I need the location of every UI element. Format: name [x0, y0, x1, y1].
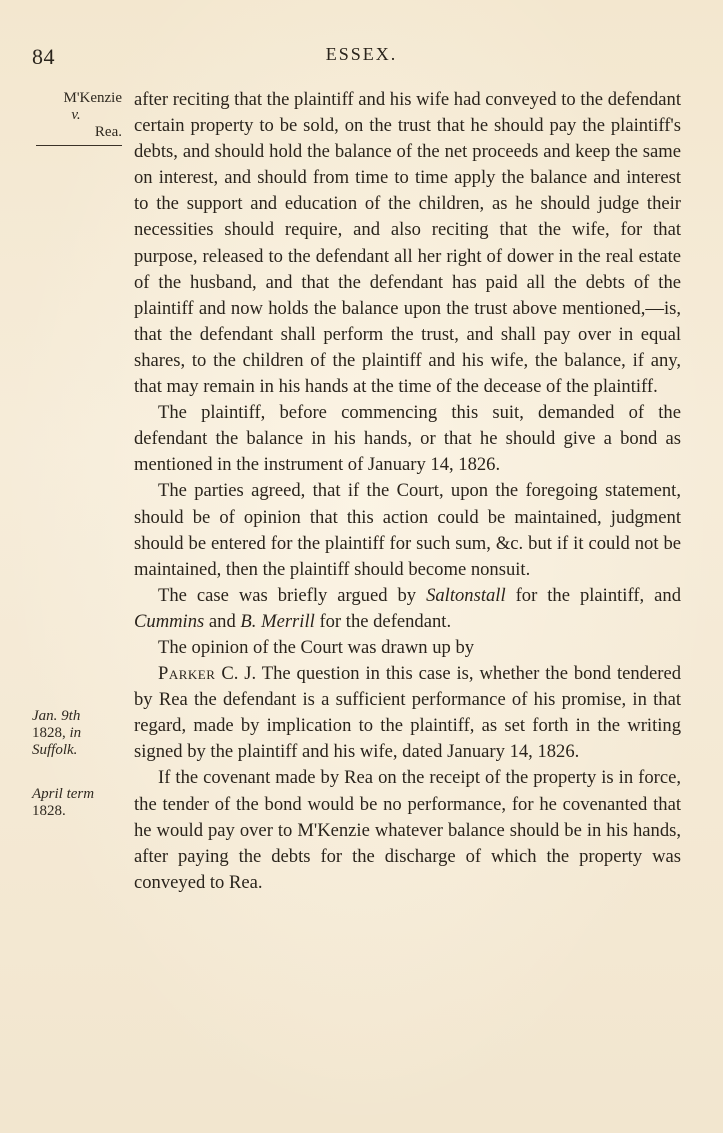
counsel-cummins: Cummins: [134, 610, 205, 632]
counsel-saltonstall: Saltonstall: [426, 584, 506, 606]
decided-line1: April term: [32, 786, 95, 802]
argued-year: 1828,: [32, 725, 66, 741]
p4-text-2: for the plaintiff, and: [505, 584, 681, 606]
argued-line2: [32, 725, 124, 742]
running-head: ESSEX.: [325, 44, 398, 64]
paragraph-5: The opinion of the Court was drawn up by: [158, 636, 475, 658]
judge-name: Parker: [158, 663, 216, 685]
case-versus: v.: [71, 107, 81, 123]
argued-line1: Jan. 9th: [32, 708, 81, 724]
page-number: 84: [32, 44, 55, 69]
argued-line3: Suffolk.: [32, 742, 78, 758]
paragraph-4: [134, 583, 681, 635]
margin-case-name: [40, 90, 122, 141]
p4-text-4: for the defendant.: [314, 610, 452, 632]
decided-line2: 1828.: [32, 803, 66, 819]
p6-text: C. J. The question in this case is, whether the bond tendered by Rea the defendant is a sufficient performance of his promise, in that regard, made by implication to the plaintiff, as set forth in the writing signed by the plaintiff and his wife, dated January 14, 1826.: [134, 663, 681, 763]
margin-argued-date: [32, 708, 124, 759]
margin-decided-date: [32, 786, 124, 820]
case-plaintiff: M'Kenzie: [63, 90, 122, 106]
paragraph-2: The plaintiff, before commencing this suit, demanded of the defendant the balance in his hands, or that he should give a bond as mentioned in the instrument of January 14, 1826.: [134, 402, 681, 476]
margin-rule: [36, 145, 122, 146]
body-text: [134, 87, 681, 896]
paragraph-7: If the covenant made by Rea on the receipt of the property is in force, the tender of the bond would be no performance, for he covenanted that he would pay over to M'Kenzie whatever balance should be in his hands, after paying the debts for the discharge of which the property was conveyed to Rea.: [134, 767, 681, 893]
case-defendant: Rea.: [94, 124, 122, 140]
counsel-merrill: B. Merrill: [240, 610, 315, 632]
argued-in: in: [69, 725, 82, 741]
paragraph-1: after reciting that the plaintiff and his wife had conveyed to the defendant certain property to be sold, on the trust that he should pay the plaintiff's debts, and should hold the balance of the net proceeds and keep the same on interest, and should from time to time apply the balance and interest to the support and education of the children, as he should judge their necessities should require, and also reciting that the wife, for that purpose, released to the defendant all her right of dower in the real estate of the husband, and that the defendant has paid all the debts of the plaintiff and now holds the balance upon the trust above mentioned,—is, that the defendant shall perform the trust, and shall pay over in equal shares, to the children of the plaintiff and his wife, the balance, if any, that may remain in his hands at the time of the decease of the plaintiff.: [134, 89, 681, 398]
p4-text-1: The case was briefly argued by: [158, 584, 427, 606]
paragraph-6: [134, 661, 681, 765]
p4-text-3: and: [204, 610, 241, 632]
paragraph-3: The parties agreed, that if the Court, upon the foregoing statement, should be of opinion that this action could be maintained, judgment should be entered for the plaintiff for such sum, &c. but if it could not be maintained, then the plaintiff should become nonsuit.: [134, 480, 681, 580]
